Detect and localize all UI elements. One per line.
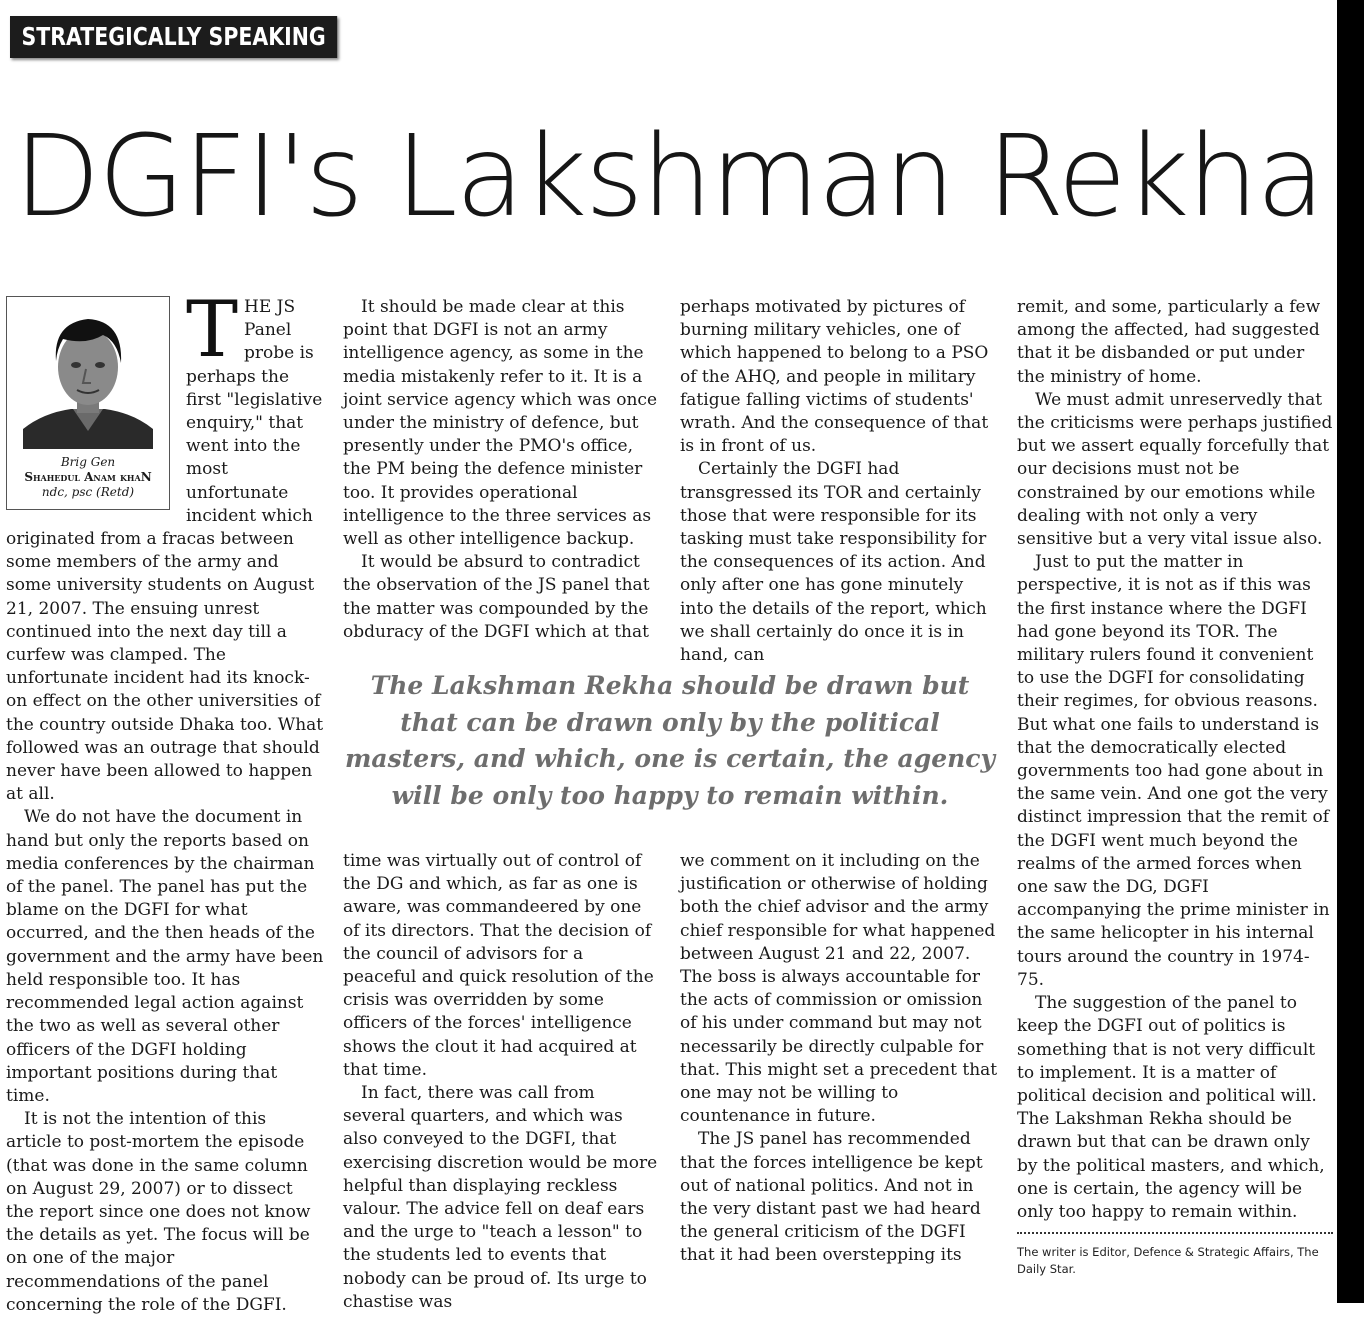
column-2-top	[343, 296, 661, 644]
paragraph: perhaps motivated by pictures of burning military vehicles, one of which happened to belong to a PSO of the AHQ, and people in military fatigue falling victims of students' wrath. And the consequence of that is in front of us.	[680, 297, 989, 457]
paragraph: In fact, there was call from several quarters, and which was also conveyed to the DGFI, that exercising discretion would be more helpful than displaying reckless valour. The advice fell on deaf ears and the urge to "teach a lesson" to the students led to events that nobody can be proud of. Its urge to chastise was	[343, 1083, 658, 1312]
author-rank: Brig Gen	[60, 455, 116, 469]
paragraph: It would be absurd to contradict the observation of the JS panel that the matter was compounded by the obduracy of the DGFI which at that	[343, 552, 650, 642]
paragraph: We do not have the document in hand but only the reports based on media conferences by the chairman of the panel. The panel has put the blame on the DGFI for what occurred, and the then heads of the government and the army have been held responsible too. It has recommended legal action against the two as well as several other officers of the DGFI holding important positions during that time.	[6, 807, 324, 1106]
column-4	[1017, 296, 1333, 1278]
headline: DGFI's Lakshman Rekha	[14, 112, 1323, 242]
author-box	[6, 296, 170, 510]
column-2-bottom	[343, 850, 661, 1314]
divider	[1017, 1232, 1333, 1234]
paragraph: remit, and some, particularly a few among the affected, had suggested that it be disbanded or put under the ministry of home.	[1017, 297, 1321, 387]
page-edge	[1337, 0, 1364, 1303]
drop-cap: T	[186, 285, 239, 375]
section-label: STRATEGICALLY SPEAKING	[10, 16, 337, 58]
paragraph: time was virtually out of control of the DG and which, as far as one is aware, was commandeered by one of its directors. That the decision of the council of advisors for a peaceful and quick resolution of the crisis was overridden by some officers of the forces' intelligence shows the clout it had acquired at that time.	[343, 851, 654, 1080]
pull-quote: The Lakshman Rekha should be drawn but that can be drawn only by the political masters, and which, one is certain, the agency will be only too happy to remain within.	[344, 671, 996, 810]
paragraph: The suggestion of the panel to keep the DGFI out of politics is something that is not very difficult to implement. It is a matter of political decision and political will. The Lakshman Rekha should be drawn but that can be drawn only by the political masters, and which, one is certain, the agency will be only too happy to remain within.	[1017, 993, 1325, 1222]
author-name: Shahedul Anam khaN	[24, 470, 152, 484]
paragraph: It is not the intention of this article to post-mortem the episode (that was done in the same column on August 29, 2007) or to dissect the report since one does not know the details as yet. The focus will be on one of the major recommendations of the panel concerning the role of the DGFI.	[6, 1109, 311, 1315]
paragraph: Just to put the matter in perspective, it is not as if this was the first instance where the DGFI had gone beyond its TOR. The military rulers found it convenient to use the DGFI for consolidating their regimes, for obvious reasons. But what one fails to understand is that the democratically elected governments too had gone about in the same vein. And one got the very distinct impression that the remit of the DGFI went much beyond the realms of the armed forces when one saw the DG, DGFI accompanying the prime minister in the same helicopter in his internal tours around the country in 1974-75.	[1017, 552, 1330, 990]
paragraph: Certainly the DGFI had transgressed its TOR and certainly those that were responsible for its tasking must take responsibility for the consequences of its action. And only after one has gone minutely into the details of the report, which we shall certainly do once it is in hand, can	[680, 459, 987, 666]
paragraph-text: HE JS Panel probe is perhaps the first "legislative enquiry," that went into the most unfortunate incident which originated from a fracas between some members of the army and some university students on August 21, 2007. The ensuing unrest continued into the next day till a curfew was clamped. The unfortunate incident had its knock-on effect on the other universities of the country outside Dhaka too. What followed was an outrage that should never have been allowed to happen at all.	[6, 297, 324, 805]
paragraph: It should be made clear at this point that DGFI is not an army intelligence agency, as some in the media mistakenly refer to it. It is a joint service agency which was once under the ministry of defence, but presently under the PMO's office, the PM being the defence minister too. It provides operational intelligence to the three services as well as other intelligence backup.	[343, 297, 658, 550]
paragraph: we comment on it including on the justification or otherwise of holding both the chief advisor and the army chief responsible for what happened between August 21 and 22, 2007. The boss is always accountable for the acts of commission or omission of his under command but may not necessarily be directly culpable for that. This might set a precedent that one may not be willing to countenance in future.	[680, 851, 998, 1127]
author-note: The writer is Editor, Defence & Strategic Affairs, The Daily Star.	[1017, 1245, 1319, 1277]
author-qualifications: ndc, psc (Retd)	[41, 485, 135, 499]
paragraph: The JS panel has recommended that the forces intelligence be kept out of national politics. And not in the very distant past we had heard the general criticism of the DGFI that it had been overstepping its	[680, 1129, 983, 1266]
paragraph: We must admit unreservedly that the criticisms were perhaps justified but we assert equally forcefully that our decisions must not be constrained by our emotions while dealing with not only a very sensitive but a very vital issue also.	[1017, 389, 1333, 550]
column-3-top	[680, 296, 998, 667]
author-caption	[7, 455, 169, 500]
column-1	[6, 285, 324, 1317]
column-3-bottom	[680, 850, 998, 1268]
author-photo	[23, 305, 153, 449]
